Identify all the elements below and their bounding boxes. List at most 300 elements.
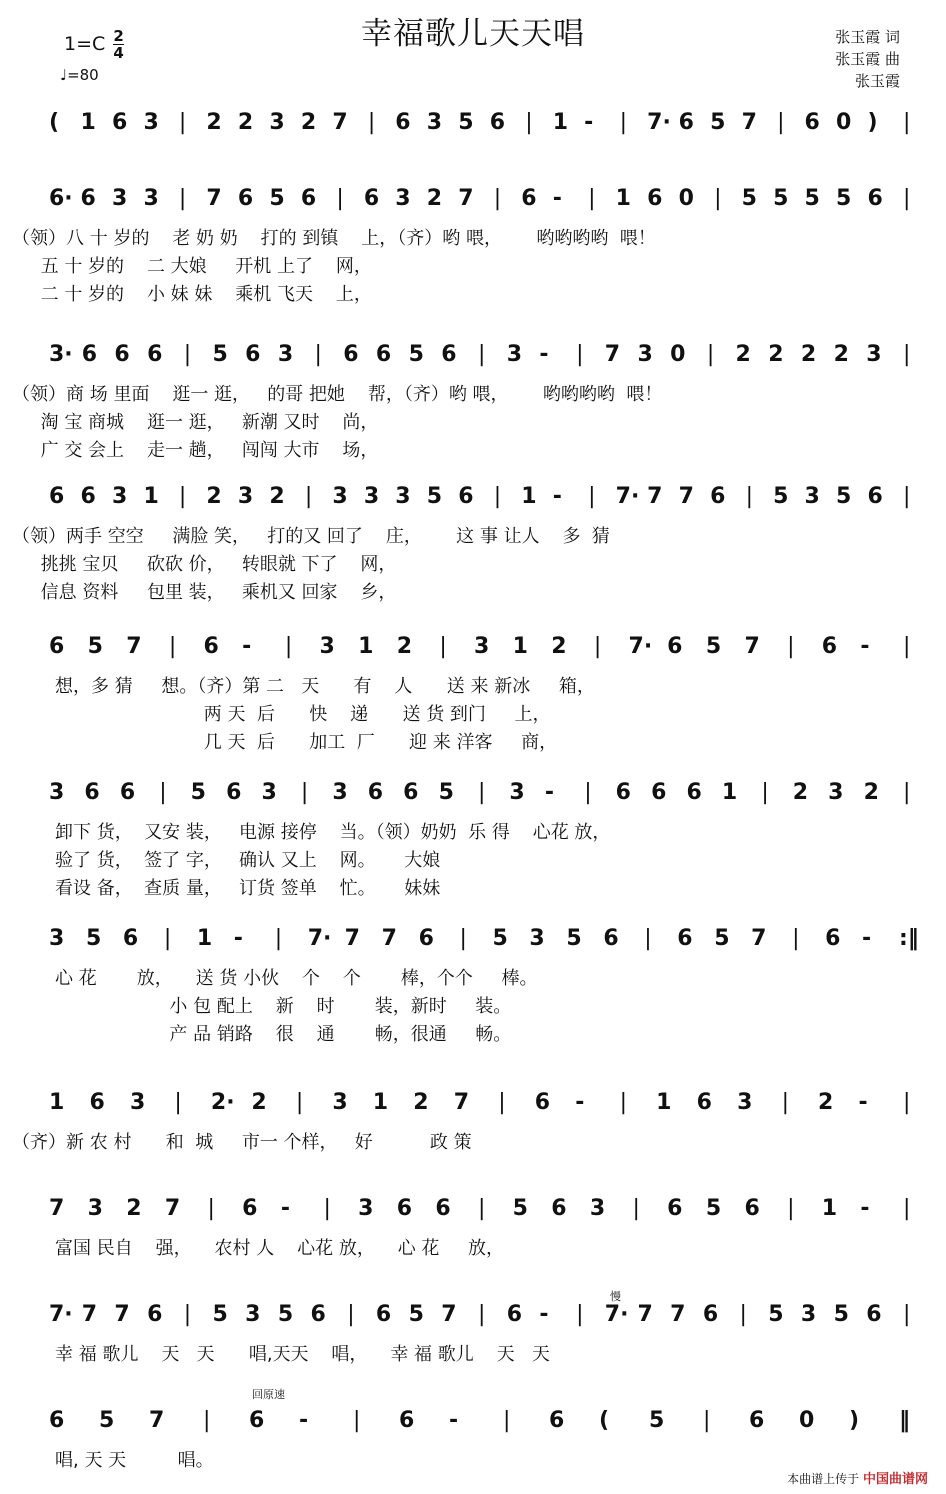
note: 6 bbox=[147, 1302, 163, 1327]
note: 5 bbox=[408, 1302, 424, 1327]
note: 2 bbox=[833, 342, 849, 367]
time-bottom: 4 bbox=[113, 44, 124, 62]
note: 7 bbox=[126, 634, 142, 659]
note: 1 bbox=[615, 186, 631, 211]
note: 3 bbox=[332, 1090, 348, 1115]
note: 3 bbox=[474, 634, 490, 659]
note: 6 bbox=[667, 1196, 683, 1221]
note: 1 bbox=[49, 1090, 65, 1115]
key-label: 1=C bbox=[64, 33, 106, 55]
barline: | bbox=[525, 110, 533, 135]
barline: | bbox=[619, 1090, 628, 1115]
note: 7 bbox=[678, 484, 694, 509]
notation-line bbox=[0, 1090, 946, 1124]
note: 6 bbox=[80, 186, 96, 211]
note: 2 bbox=[551, 634, 567, 659]
note: 2 bbox=[396, 634, 413, 659]
note: 5 bbox=[804, 186, 820, 211]
note: - bbox=[575, 1090, 585, 1115]
note: 6 bbox=[363, 186, 380, 211]
note: :‖ bbox=[899, 926, 919, 951]
note: 6 bbox=[111, 110, 128, 135]
barline: | bbox=[739, 1302, 747, 1327]
time-signature bbox=[113, 28, 123, 61]
note: 5 bbox=[438, 780, 454, 805]
note: 7 bbox=[344, 926, 360, 951]
note: 6 bbox=[677, 926, 693, 951]
note: 6 bbox=[395, 110, 411, 135]
note: 3 bbox=[637, 342, 653, 367]
note: 3· bbox=[49, 342, 73, 367]
note: 6 bbox=[867, 484, 883, 509]
note: 5 bbox=[714, 926, 730, 951]
barline: | bbox=[777, 110, 785, 135]
note: 6 bbox=[867, 186, 883, 211]
slow-mark: 慢 bbox=[610, 1290, 621, 1303]
note: 5 bbox=[99, 1408, 115, 1433]
barline: | bbox=[178, 484, 187, 509]
note: 5 bbox=[836, 484, 852, 509]
note: 6 bbox=[435, 1196, 451, 1221]
barline: | bbox=[478, 342, 486, 367]
note: 7 bbox=[81, 1302, 97, 1327]
note: 2 bbox=[768, 342, 784, 367]
note: 1 bbox=[552, 110, 569, 135]
note: - bbox=[544, 780, 554, 805]
barline: | bbox=[644, 926, 652, 951]
note: 6 bbox=[49, 1408, 65, 1433]
note: 6 bbox=[866, 1302, 882, 1327]
barline: | bbox=[498, 1090, 506, 1115]
note: 6 bbox=[49, 484, 65, 509]
note: 3 bbox=[358, 1196, 374, 1221]
note: 6 bbox=[310, 1302, 326, 1327]
note: 7 bbox=[453, 1090, 470, 1115]
barline: | bbox=[314, 342, 322, 367]
note: - bbox=[858, 1090, 868, 1115]
note: 5 bbox=[710, 110, 726, 135]
barline: | bbox=[903, 110, 911, 135]
footer-prefix: 本曲谱上传于 bbox=[787, 1472, 860, 1486]
note: 6 bbox=[702, 1302, 719, 1327]
note: 2 bbox=[269, 484, 285, 509]
note: 6 bbox=[119, 780, 136, 805]
lyric-line: 淘 宝 商城 逛一 逛， 新潮 又时 尚， bbox=[12, 412, 379, 433]
note: 5 bbox=[649, 1408, 665, 1433]
note: 6 bbox=[89, 1090, 105, 1115]
note: 7 bbox=[751, 926, 767, 951]
note: 5 bbox=[408, 342, 424, 367]
note: 2· bbox=[210, 1090, 235, 1115]
note: 1 bbox=[721, 780, 738, 805]
note: 6 bbox=[749, 1408, 765, 1433]
note: 1 bbox=[372, 1090, 389, 1115]
lyric-line: 五 十 岁的 二 大娘 开机 上了 网， bbox=[12, 256, 372, 277]
note: 1 bbox=[196, 926, 213, 951]
barline: | bbox=[903, 1302, 911, 1327]
note: 5 bbox=[426, 484, 443, 509]
notation-line bbox=[0, 634, 946, 668]
barline: | bbox=[903, 1196, 911, 1221]
notation-line bbox=[0, 342, 946, 376]
note: 7 bbox=[458, 186, 474, 211]
note: 6 bbox=[203, 634, 219, 659]
barline: | bbox=[903, 780, 911, 805]
note: 6 bbox=[651, 780, 667, 805]
barline: | bbox=[787, 1196, 795, 1221]
barline: | bbox=[183, 1302, 192, 1327]
note: 6 bbox=[84, 780, 100, 805]
note: 7 bbox=[670, 1302, 686, 1327]
note: 3 bbox=[261, 780, 277, 805]
barline: | bbox=[903, 186, 911, 211]
barline: | bbox=[159, 780, 167, 805]
note: 6 bbox=[710, 484, 726, 509]
note: 5 bbox=[458, 110, 474, 135]
barline: | bbox=[493, 186, 502, 211]
note: 7 bbox=[164, 1196, 181, 1221]
notation-line bbox=[0, 1196, 946, 1230]
note: 6 bbox=[521, 186, 537, 211]
barline: | bbox=[703, 1408, 711, 1433]
barline: | bbox=[503, 1408, 511, 1433]
note: 1 bbox=[512, 634, 528, 659]
note: 3 bbox=[332, 780, 348, 805]
note: ) bbox=[867, 110, 878, 135]
barline: | bbox=[174, 1090, 182, 1115]
note: 3 bbox=[737, 1090, 753, 1115]
note: 6 bbox=[245, 342, 261, 367]
notation-line bbox=[0, 1408, 946, 1442]
note: 5 bbox=[269, 186, 285, 211]
note: 7· bbox=[604, 1302, 629, 1327]
note: - bbox=[449, 1408, 459, 1433]
barline: | bbox=[576, 342, 584, 367]
lyric-line: （齐）新 农 村 和 城 市一 个样， 好 政 策 bbox=[12, 1132, 472, 1153]
note: 6 bbox=[441, 342, 457, 367]
barline: | bbox=[787, 634, 795, 659]
notation-line bbox=[0, 110, 946, 144]
note: 5 bbox=[212, 342, 228, 367]
note: 7· bbox=[647, 110, 671, 135]
barline: | bbox=[761, 780, 769, 805]
note: 3 bbox=[49, 780, 65, 805]
note: - bbox=[552, 484, 562, 509]
barline: | bbox=[584, 780, 592, 805]
note: 2 bbox=[126, 1196, 142, 1221]
barline: | bbox=[588, 484, 596, 509]
note: 6 bbox=[343, 342, 359, 367]
barline: | bbox=[478, 1302, 486, 1327]
barline: | bbox=[284, 634, 293, 659]
note: 7 bbox=[604, 342, 621, 367]
barline: | bbox=[781, 1090, 789, 1115]
note: 6 bbox=[549, 1408, 565, 1433]
note: 3 bbox=[269, 110, 285, 135]
note: 6 bbox=[804, 110, 820, 135]
note: 2 bbox=[735, 342, 751, 367]
note: - bbox=[539, 342, 549, 367]
note: 6 bbox=[489, 110, 506, 135]
note: - bbox=[552, 186, 562, 211]
note: 2 bbox=[413, 1090, 429, 1115]
lyric-line: 富国 民自 强， 农村 人 心花 放， 心 花 放， bbox=[55, 1238, 505, 1259]
note: 6 bbox=[147, 342, 163, 367]
note: - bbox=[233, 926, 243, 951]
note: 1 bbox=[821, 1196, 838, 1221]
note: 1 bbox=[143, 484, 159, 509]
note: 3 bbox=[143, 110, 159, 135]
barline: | bbox=[183, 342, 192, 367]
note: 5 bbox=[492, 926, 508, 951]
barline: | bbox=[274, 926, 283, 951]
note: 3 bbox=[828, 780, 844, 805]
time-top: 2 bbox=[113, 27, 124, 45]
barline: | bbox=[792, 926, 800, 951]
note: - bbox=[862, 926, 872, 951]
lyric-line: 广 交 会上 走一 趟， 闯闯 大市 场， bbox=[12, 440, 379, 461]
note: 7 bbox=[637, 1302, 653, 1327]
notation-line bbox=[0, 780, 946, 814]
barline: | bbox=[163, 926, 172, 951]
note: 5 bbox=[277, 1302, 294, 1327]
note: 5 bbox=[212, 1302, 228, 1327]
barline: | bbox=[300, 780, 309, 805]
note: 1 bbox=[358, 634, 374, 659]
note: 6 bbox=[226, 780, 242, 805]
note: 5 bbox=[87, 634, 103, 659]
barline: | bbox=[295, 1090, 304, 1115]
note: 6 bbox=[615, 780, 631, 805]
barline: | bbox=[168, 634, 177, 659]
notation-line bbox=[0, 484, 946, 518]
note: 3 bbox=[395, 186, 411, 211]
barline: | bbox=[178, 110, 187, 135]
lyric-line: 验了 货， 签了 字， 确认 又上 网。 大娘 bbox=[55, 850, 441, 871]
notation-line bbox=[0, 186, 946, 220]
note: 3 bbox=[804, 484, 820, 509]
note: 7 bbox=[741, 110, 757, 135]
note: 6 bbox=[122, 926, 139, 951]
note: 0 bbox=[799, 1408, 815, 1433]
lyric-line: 信息 资料 包里 装， 乘机又 回家 乡， bbox=[12, 582, 397, 603]
barline: | bbox=[493, 484, 502, 509]
note: 3 bbox=[506, 342, 522, 367]
note: - bbox=[280, 1196, 290, 1221]
a-tempo-mark: 回原速 bbox=[252, 1388, 285, 1401]
note: 6 bbox=[399, 1408, 415, 1433]
note: 6 bbox=[237, 186, 254, 211]
song-title: 幸福歌儿天天唱 bbox=[361, 16, 585, 52]
note: 7· bbox=[615, 484, 640, 509]
lyric-line: 几 天 后 加工 厂 迎 来 洋客 商， bbox=[55, 732, 558, 753]
note: 7 bbox=[114, 1302, 130, 1327]
lyric-line: （领）八 十 岁的 老 奶 奶 打的 到镇 上，（齐）哟 喂， 哟哟哟哟 喂！ bbox=[12, 228, 656, 249]
note: 3 bbox=[245, 1302, 261, 1327]
note: - bbox=[539, 1302, 549, 1327]
barline: | bbox=[207, 1196, 215, 1221]
note: 3 bbox=[143, 186, 159, 211]
note: 3 bbox=[237, 484, 254, 509]
note: 3 bbox=[363, 484, 380, 509]
barline: | bbox=[203, 1408, 211, 1433]
note: 6 bbox=[242, 1196, 258, 1221]
lyric-line: 想，多 猜 想。（齐）第 二 天 有 人 送 来 新冰 箱， bbox=[55, 676, 595, 697]
lyric-line: 唱, 天 天 唱。 bbox=[55, 1450, 214, 1471]
barline: | bbox=[459, 926, 467, 951]
barline: | bbox=[714, 186, 722, 211]
note: 7 bbox=[441, 1302, 457, 1327]
note: 7 bbox=[149, 1408, 165, 1433]
note: 6 bbox=[678, 110, 694, 135]
barline: | bbox=[367, 110, 376, 135]
notation-line bbox=[0, 1302, 946, 1336]
barline: | bbox=[304, 484, 313, 509]
note: 6 bbox=[667, 634, 683, 659]
barline: | bbox=[576, 1302, 584, 1327]
note: 6 bbox=[551, 1196, 567, 1221]
note: 7 bbox=[332, 110, 348, 135]
note: 5 bbox=[836, 186, 852, 211]
lyric-line: 幸 福 歌儿 天 天 唱,天天 唱， 幸 福 歌儿 天 天 bbox=[55, 1344, 550, 1365]
note: 6 bbox=[300, 186, 317, 211]
note: 1 bbox=[521, 484, 537, 509]
note: 6 bbox=[534, 1090, 551, 1115]
note: 3 bbox=[49, 926, 65, 951]
note: 6 bbox=[603, 926, 619, 951]
lyric-line: 看设 备， 查质 量， 订货 签单 忙。 妹妹 bbox=[55, 878, 441, 899]
note: 1 bbox=[80, 110, 96, 135]
note: 3 bbox=[589, 1196, 606, 1221]
note: - bbox=[860, 634, 870, 659]
note: 2 bbox=[818, 1090, 834, 1115]
lyric-line: （领）两手 空空 满脸 笑， 打的又 回了 庄， 这 事 让人 多 猜 bbox=[12, 526, 610, 547]
note: 5 bbox=[768, 1302, 784, 1327]
arranger-credit: 张玉霞 bbox=[854, 72, 900, 90]
note: 5 bbox=[85, 926, 102, 951]
note: 0 bbox=[836, 110, 852, 135]
note: 3 bbox=[277, 342, 294, 367]
note: 7· bbox=[307, 926, 332, 951]
barline: | bbox=[178, 186, 187, 211]
note: 3 bbox=[111, 186, 128, 211]
note: 2 bbox=[426, 186, 443, 211]
note: 6 bbox=[821, 634, 838, 659]
note: 6 bbox=[375, 1302, 392, 1327]
barline: | bbox=[478, 780, 486, 805]
note: 7· bbox=[628, 634, 653, 659]
note: 0 bbox=[670, 342, 686, 367]
note: 7 bbox=[49, 1196, 65, 1221]
note: 7 bbox=[206, 186, 222, 211]
site-logo: 中国曲谱网 bbox=[862, 1472, 928, 1487]
note: 2 bbox=[251, 1090, 267, 1115]
note: 5 bbox=[741, 186, 757, 211]
note: 6 bbox=[375, 342, 392, 367]
note: 2 bbox=[800, 342, 817, 367]
note: 3 bbox=[395, 484, 411, 509]
note: - bbox=[242, 634, 252, 659]
note: 5 bbox=[566, 926, 582, 951]
note: 3 bbox=[319, 634, 335, 659]
barline: | bbox=[353, 1408, 361, 1433]
note: 6 bbox=[686, 780, 702, 805]
note: 6 bbox=[458, 484, 474, 509]
note: 6 bbox=[49, 634, 65, 659]
note: 3 bbox=[509, 780, 525, 805]
note: 6 bbox=[80, 484, 96, 509]
note: 5 bbox=[773, 484, 789, 509]
note: 6 bbox=[506, 1302, 522, 1327]
note: 3 bbox=[529, 926, 545, 951]
note: 7 bbox=[647, 484, 663, 509]
barline: | bbox=[478, 1196, 486, 1221]
note: 1 bbox=[656, 1090, 672, 1115]
note: 7· bbox=[49, 1302, 73, 1327]
barline: | bbox=[903, 634, 911, 659]
note: 7 bbox=[744, 634, 760, 659]
lyricist-credit: 张玉霞 词 bbox=[835, 28, 900, 46]
lyric-line: 小 包 配上 新 时 装，新时 装。 bbox=[55, 996, 512, 1017]
barline: | bbox=[745, 484, 753, 509]
note: 6 bbox=[367, 780, 384, 805]
notation-line bbox=[0, 926, 946, 960]
note: ‖ bbox=[899, 1408, 910, 1433]
note: 2 bbox=[863, 780, 879, 805]
note: 2 bbox=[206, 110, 222, 135]
note: 5 bbox=[705, 634, 722, 659]
note: - bbox=[584, 110, 594, 135]
key-signature bbox=[64, 28, 124, 61]
note: 2 bbox=[206, 484, 222, 509]
composer-credit: 张玉霞 曲 bbox=[835, 50, 900, 68]
barline: | bbox=[323, 1196, 331, 1221]
note: 6 bbox=[647, 186, 663, 211]
note: 6 bbox=[696, 1090, 712, 1115]
barline: | bbox=[619, 110, 628, 135]
tempo-marking: ♩=80 bbox=[60, 66, 99, 84]
note: ( bbox=[599, 1408, 610, 1433]
note: 5 bbox=[512, 1196, 528, 1221]
note: 5 bbox=[833, 1302, 849, 1327]
note: 3 bbox=[87, 1196, 103, 1221]
barline: | bbox=[903, 1090, 911, 1115]
barline: | bbox=[632, 1196, 640, 1221]
note: 6 bbox=[81, 342, 97, 367]
note: 5 bbox=[705, 1196, 722, 1221]
note: 2 bbox=[237, 110, 254, 135]
note: 6 bbox=[403, 780, 419, 805]
note: 6 bbox=[744, 1196, 760, 1221]
note: 5 bbox=[773, 186, 789, 211]
lyric-line: 卸下 货， 又安 装， 电源 接停 当。（领）奶奶 乐 得 心花 放， bbox=[55, 822, 611, 843]
note: 6 bbox=[249, 1408, 265, 1433]
lyric-line: 二 十 岁的 小 妹 妹 乘机 飞天 上， bbox=[12, 284, 372, 305]
note: 6 bbox=[114, 342, 130, 367]
barline: | bbox=[588, 186, 596, 211]
lyric-line: 两 天 后 快 递 送 货 到门 上， bbox=[55, 704, 551, 725]
barline: | bbox=[336, 186, 344, 211]
lyric-line: （领）商 场 里面 逛一 逛， 的哥 把她 帮，（齐）哟 喂， 哟哟哟哟 喂！ bbox=[12, 384, 663, 405]
note: ) bbox=[849, 1408, 860, 1433]
note: 7 bbox=[381, 926, 397, 951]
barline: | bbox=[706, 342, 715, 367]
note: 6 bbox=[825, 926, 841, 951]
barline: | bbox=[593, 634, 602, 659]
note: 6· bbox=[49, 186, 73, 211]
note: - bbox=[860, 1196, 870, 1221]
barline: | bbox=[903, 484, 911, 509]
